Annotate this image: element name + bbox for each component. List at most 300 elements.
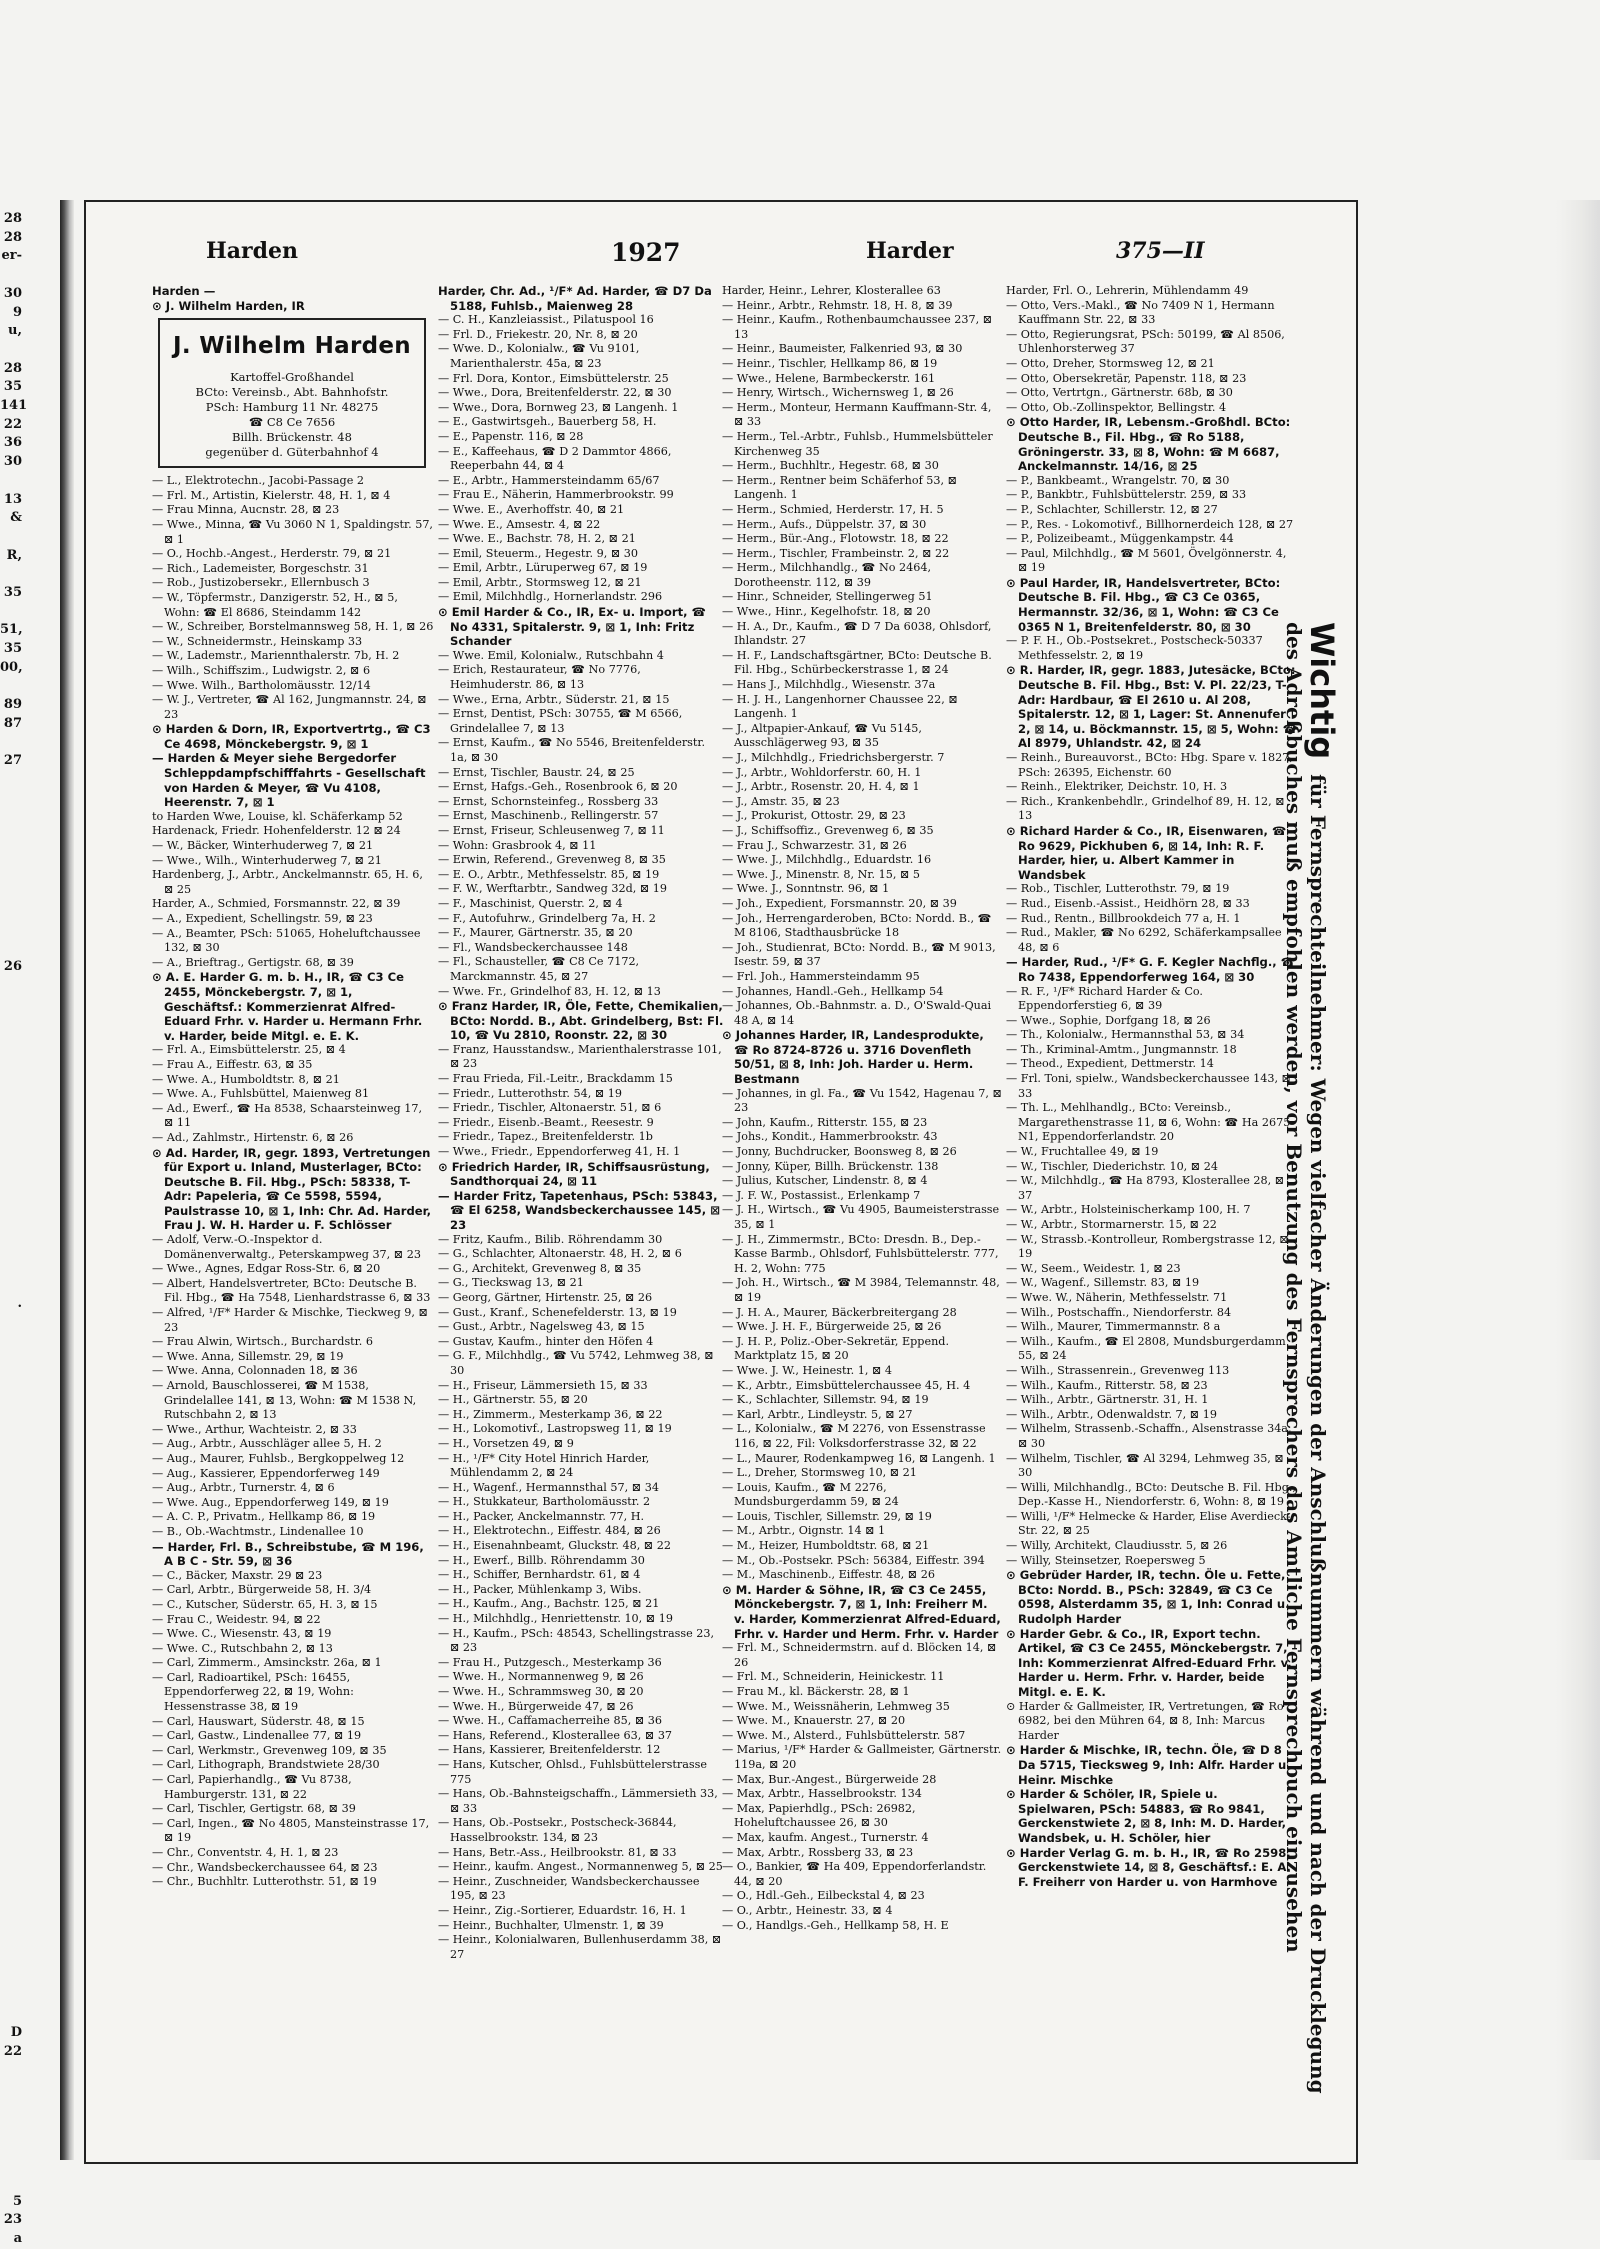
previous-page-fragment: [0, 210, 58, 2246]
directory-entry: — Carl, Arbtr., Bürgerweide 58, H. 3/4: [152, 1583, 372, 1597]
directory-entry: — J. H., Zimmermstr., BCto: Dresdn. B., Dep.-Kasse Barmb., Ohlsdorf, Fuhlsbüttelerstr. 777, H. 2, Wohn: 775: [722, 1232, 999, 1275]
directory-entry: — Wwe., Helene, Barmbeckerstr. 161: [722, 371, 936, 385]
previous-page-fragment-line: 23: [3, 2212, 22, 2228]
directory-entry: ⊙ J. Wilhelm Harden, IR: [152, 298, 305, 313]
directory-entry: — Wilh., Strassenrein., Grevenweg 113: [1006, 1363, 1230, 1377]
previous-page-fragment-line: [0, 565, 22, 584]
directory-entry: ⊙ Harder & Schöler, IR, Spiele u. Spielwaren, PSch: 54883, ☎ Ro 9841, Gerckenstwiete 2, ⊠ 8, Inh: M. D. Harder, Wandsbek, u. H. Schöler, hier: [1006, 1787, 1287, 1845]
previous-page-fragment-line: [0, 266, 22, 285]
directory-entry: — J., Amstr. 35, ⊠ 23: [722, 794, 840, 808]
directory-entry: — E. O., Arbtr., Methfesselstr. 85, ⊠ 19: [438, 867, 660, 881]
directory-entry: — Franz, Hausstandsw., Marienthalerstrasse 101, ⊠ 23: [438, 1042, 722, 1071]
previous-page-fragment-line: [0, 1313, 22, 1332]
directory-entry: Harden —: [152, 284, 216, 298]
directory-entry: — Wwe. D., Kolonialw., ☎ Vu 9101, Marienthalerstr. 45a, ⊠ 23: [438, 342, 640, 370]
directory-entry: — Otto, Ob.-Zollinspektor, Bellingstr. 4: [1006, 400, 1227, 414]
directory-entry: — Chr., Wandsbeckerchaussee 64, ⊠ 23: [152, 1860, 378, 1874]
directory-entry: — Wwe. A., Humboldtstr. 8, ⊠ 21: [152, 1072, 340, 1086]
previous-page-fragment-line: .: [17, 1295, 22, 1311]
directory-entry: — W., Töpfermstr., Danzigerstr. 52, H., ⊠ 5, Wohn: ☎ El 8686, Steindamm 142: [152, 590, 398, 619]
directory-entry: — Johs., Kondit., Hammerbrookstr. 43: [722, 1130, 938, 1144]
directory-entry: — Wwe. Fr., Grindelhof 83, H. 12, ⊠ 13: [438, 984, 661, 998]
directory-entry: ⊙ Emil Harder & Co., IR, Ex- u. Import, ☎ No 4331, Spitalerstr. 9, ⊠ 1, Inh: Fritz Schander: [438, 605, 706, 649]
advertisement-line: gegenüber d. Güterbahnhof 4: [205, 445, 379, 460]
directory-entry: — Otto, Dreher, Stormsweg 12, ⊠ 21: [1006, 356, 1215, 370]
directory-entry: — W., Bäcker, Winterhuderweg 7, ⊠ 21: [152, 839, 374, 853]
previous-page-fragment-line: [0, 1781, 22, 1800]
directory-entry: — Hans, Ob.-Bahnsteigschaffn., Lämmersieth 33, ⊠ 33: [438, 1787, 718, 1815]
directory-entry: — J., Altpapier-Ankauf, ☎ Vu 5145, Ausschlägerweg 93, ⊠ 35: [722, 721, 922, 750]
previous-page-fragment-line: [0, 865, 22, 884]
directory-entry: — Heinr., kaufm. Angest., Normannenweg 5, ⊠ 25: [438, 1860, 723, 1874]
directory-entry: — Th., Kriminal-Amtm., Jungmannstr. 18: [1006, 1042, 1237, 1056]
directory-entry: — Willy, Steinsetzer, Roepersweg 5: [1006, 1553, 1206, 1567]
directory-entry: — Wilh., Maurer, Timmermannstr. 8 a: [1006, 1320, 1221, 1334]
directory-entry: Harder, Chr. Ad., ¹/F* Ad. Harder, ☎ D7 Da 5188, Fuhlsb., Maienweg 28: [438, 284, 712, 313]
directory-entry: — Wwe. Wilh., Bartholomäusstr. 12/14: [152, 678, 371, 692]
previous-page-fragment-line: D: [10, 2025, 22, 2041]
previous-page-fragment-line: 28: [3, 360, 22, 376]
directory-entry: — P., Res. - Lokomotivf., Billhornerdeich 128, ⊠ 27: [1006, 517, 1294, 531]
directory-entry: — Jonny, Buchdrucker, Boonsweg 8, ⊠ 26: [722, 1145, 957, 1159]
directory-entry: — Frl. M., Schneiderin, Heinickestr. 11: [722, 1670, 945, 1684]
previous-page-fragment-line: [0, 1594, 22, 1613]
previous-page-fragment-line: [0, 1968, 22, 1987]
previous-page-fragment-line: [0, 2136, 22, 2155]
directory-entry: — Joh., Expedient, Forsmannstr. 20, ⊠ 39: [722, 896, 957, 910]
directory-entry: ⊙ Harden & Dorn, IR, Exportvertrtg., ☎ C3 Ce 4698, Mönckebergstr. 9, ⊠ 1: [152, 722, 431, 751]
directory-entry: — Herm., Tel.-Arbtr., Fuhlsb., Hummelsbütteler Kirchenweg 35: [722, 429, 993, 458]
directory-entry: — W., Milchhdlg., ☎ Ha 8793, Klosterallee 28, ⊠ 37: [1006, 1174, 1285, 1202]
directory-entry: — Otto, Obersekretär, Papenstr. 118, ⊠ 23: [1006, 371, 1247, 385]
directory-entry: — Willi, Milchhandlg., BCto: Deutsche B. Fil. Hbg., Dep.-Kasse H., Niendorferstr. 6, Wohn: 8, ⊠ 19: [1006, 1480, 1296, 1509]
directory-entry: — Reinh., Bureauvorst., BCto: Hbg. Spare v. 1827, PSch: 26395, Eichenstr. 60: [1006, 751, 1293, 779]
previous-page-fragment-line: [0, 883, 22, 902]
directory-entry: — Frau M., kl. Bäckerstr. 28, ⊠ 1: [722, 1685, 910, 1698]
directory-entry: — Heinr., Arbtr., Rehmstr. 18, H. 8, ⊠ 39: [722, 298, 953, 312]
directory-entry: — Carl, Werkmstr., Grevenweg 109, ⊠ 35: [152, 1743, 387, 1757]
directory-entry: — Wwe., Hinr., Kegelhofstr. 18, ⊠ 20: [722, 605, 931, 619]
directory-entry: — O., Hochb.-Angest., Herderstr. 79, ⊠ 21: [152, 547, 392, 561]
directory-entry: — Jonny, Küper, Billh. Brückenstr. 138: [722, 1159, 939, 1173]
directory-entry: — E., Papenstr. 116, ⊠ 28: [438, 429, 584, 443]
previous-page-fragment-line: 28: [3, 211, 22, 226]
advertisement-line: PSch: Hamburg 11 Nr. 48275: [205, 400, 379, 415]
directory-entry: — Herm., Rentner beim Schäferhof 53, ⊠ Langenh. 1: [722, 473, 958, 502]
directory-entry: — H., Ewerf., Billb. Röhrendamm 30: [438, 1553, 645, 1567]
previous-page-fragment-line: 35: [3, 641, 22, 657]
directory-entry: — Frau C., Weidestr. 94, ⊠ 22: [152, 1612, 321, 1626]
previous-page-fragment-line: [0, 2080, 22, 2099]
directory-entry: — Frl. D., Friekestr. 20, Nr. 8, ⊠ 20: [438, 327, 638, 341]
previous-page-fragment-line: [0, 1070, 22, 1089]
previous-page-fragment-line: [0, 1239, 22, 1258]
directory-entry: — H., Friseur, Lämmersieth 15, ⊠ 33: [438, 1378, 648, 1392]
directory-entry: — Wwe. E., Bachstr. 78, H. 2, ⊠ 21: [438, 532, 636, 546]
directory-entry: — Adolf, Verw.-O.-Inspektor d. Domänenverwaltg., Peterskampweg 37, ⊠ 23: [152, 1233, 421, 1261]
previous-page-fragment-line: [0, 1669, 22, 1688]
directory-entry: — Willy, Architekt, Claudiusstr. 5, ⊠ 26: [1006, 1539, 1228, 1553]
previous-page-fragment-line: [0, 1332, 22, 1351]
previous-page-fragment-line: [0, 2118, 22, 2137]
directory-entry: — Frl. M., Schneidermstrn. auf d. Blöcken 14, ⊠ 26: [722, 1641, 997, 1669]
previous-page-fragment-line: [0, 472, 22, 491]
previous-page-fragment-line: [0, 2155, 22, 2174]
directory-entry: — Rud., Makler, ☎ No 6292, Schäferkampsallee 48, ⊠ 6: [1006, 926, 1282, 954]
directory-entry: — Harden & Meyer siehe Bergedorfer Schleppdampfschifffahrts - Gesellschaft von Harden & Meyer, ☎ Vu 4108, Heerenstr. 7, ⊠ 1: [152, 751, 426, 810]
directory-entry: — Aug., Arbtr., Turnerstr. 4, ⊠ 6: [152, 1481, 335, 1495]
directory-entry: — P., Polizeibeamt., Müggenkampstr. 44: [1006, 532, 1234, 546]
directory-entry: — Reinh., Elektriker, Deichstr. 10, H. 3: [1006, 780, 1228, 794]
directory-entry: — Carl, Papierhandlg., ☎ Vu 8738, Hamburgerstr. 131, ⊠ 22: [152, 1773, 352, 1801]
directory-entry: — Paul, Milchhdlg., ☎ M 5601, Övelgönnerstr. 4, ⊠ 19: [1006, 546, 1287, 575]
directory-entry: — Theod., Expedient, Dettmerstr. 14: [1006, 1057, 1214, 1071]
directory-entry: — Carl, Lithograph, Brandstwiete 28/30: [152, 1758, 380, 1772]
directory-entry: — M., Ob.-Postsekr. PSch: 56384, Eiffestr. 394: [722, 1553, 985, 1567]
directory-entry: — A., Beamter, PSch: 51065, Hoheluftchaussee 132, ⊠ 30: [152, 926, 421, 955]
side-notice-line-1: für Fernsprechteilnehmer: Wegen vielfacher Änderungen der Anschlußnummern während und nach der Drucklegung: [1306, 774, 1330, 2094]
directory-entry: ⊙ Richard Harder & Co., IR, Eisenwaren, ☎ Ro 9629, Pickhuben 6, ⊠ 14, Inh: R. F. Harder, hier, u. Albert Kammer in Wandsbek: [1006, 823, 1287, 882]
directory-entry: — M., Maschinenb., Eiffestr. 48, ⊠ 26: [722, 1568, 935, 1582]
directory-entry: — Friedr., Tapez., Breitenfelderstr. 1b: [438, 1130, 653, 1144]
previous-page-fragment-line: [0, 827, 22, 846]
directory-entry: — W., Lademstr., Mariennthalerstr. 7b, H. 2: [152, 649, 400, 663]
previous-page-fragment-line: [0, 1482, 22, 1501]
directory-entry: — Wwe., Arthur, Wachteistr. 2, ⊠ 33: [152, 1422, 357, 1436]
header-year: 1927: [611, 238, 681, 267]
previous-page-fragment-line: [0, 1351, 22, 1370]
directory-entry: — J., Milchhdlg., Friedrichsbergerstr. 7: [722, 751, 945, 764]
directory-entry: — Max, Arbtr., Hasselbrookstr. 134: [722, 1787, 922, 1801]
previous-page-fragment-line: [0, 771, 22, 790]
directory-entry: — Frl. M., Artistin, Kielerstr. 48, H. 1, ⊠ 4: [152, 488, 391, 502]
directory-entry: — Wilh., Arbtr., Odenwaldstr. 7, ⊠ 19: [1006, 1407, 1217, 1421]
previous-page-fragment-line: [0, 1856, 22, 1875]
directory-entry: — Heinr., Tischler, Hellkamp 86, ⊠ 19: [722, 356, 938, 370]
directory-entry: — Wwe. H., Schrammsweg 30, ⊠ 20: [438, 1685, 644, 1698]
directory-entry: — H., Wagenf., Hermannsthal 57, ⊠ 34: [438, 1480, 659, 1494]
previous-page-fragment-line: [0, 1033, 22, 1052]
previous-page-fragment-line: [0, 1388, 22, 1407]
directory-entry: — Wwe. J., Milchhdlg., Eduardstr. 16: [722, 853, 932, 867]
previous-page-fragment-line: u,: [8, 323, 22, 339]
directory-entry: ⊙ Johannes Harder, IR, Landesprodukte, ☎ Ro 8724-8726 u. 3716 Dovenfleth 50/51, ⊠ 8, Inh: Joh. Harder u. Herm. Bestmann: [722, 1028, 984, 1087]
directory-entry: — Wwe. C., Rutschbahn 2, ⊠ 13: [152, 1641, 333, 1655]
previous-page-fragment-line: [0, 996, 22, 1015]
previous-page-fragment-line: [0, 1613, 22, 1632]
previous-page-fragment-line: [0, 1089, 22, 1108]
directory-entry: — Hans, Ob.-Postsekr., Postscheck-36844, Hasselbrookstr. 134, ⊠ 23: [438, 1816, 677, 1844]
directory-entry: — J., Schiffsoffiz., Grevenweg 6, ⊠ 35: [722, 823, 934, 837]
directory-entry: — Louis, Kaufm., ☎ M 2276, Mundsburgerdamm 59, ⊠ 24: [722, 1480, 899, 1509]
previous-page-fragment-line: [0, 1426, 22, 1445]
previous-page-fragment-line: [0, 1538, 22, 1557]
directory-entry: — J. F. W., Postassist., Erlenkamp 7: [722, 1188, 921, 1202]
directory-entry: — W., Strassb.-Kontrolleur, Rombergstrasse 12, ⊠ 19: [1006, 1232, 1289, 1261]
directory-entry: — Heinr., Kolonialwaren, Bullenhuserdamm 38, ⊠ 27: [438, 1933, 722, 1961]
previous-page-fragment-line: [0, 1931, 22, 1950]
directory-entry: — L., Maurer, Rodenkampweg 16, ⊠ Langenh. 1: [722, 1451, 996, 1465]
directory-entry: — Emil, Arbtr., Lüruperweg 67, ⊠ 19: [438, 561, 648, 575]
directory-entry: — W., Arbtr., Holsteinischerkamp 100, H. 7: [1006, 1203, 1251, 1217]
directory-entry: — Rud., Eisenb.-Assist., Heidhörn 28, ⊠ 33: [1006, 896, 1250, 910]
directory-entry: ⊙ Paul Harder, IR, Handelsvertreter, BCto: Deutsche B. Fil. Hbg., ☎ C3 Ce 0365, Hermannstr. 32/36, ⊠ 1, Wohn: ☎ C3 Ce 0365 N 1, Breitenfelderstr. 80, ⊠ 30: [1006, 575, 1281, 634]
directory-entry: — C. H., Kanzleiassist., Pilatuspool 16: [438, 313, 654, 327]
directory-column-1: [152, 284, 434, 1914]
directory-page: [84, 200, 1358, 2164]
directory-entry: — Otto, Regierungsrat, PSch: 50199, ☎ Al 8506, Uhlenhorsterweg 37: [1006, 327, 1285, 356]
directory-entry: — G., Tieckswag 13, ⊠ 21: [438, 1276, 584, 1290]
directory-entry: — A. C. P., Privatm., Hellkamp 86, ⊠ 19: [152, 1510, 376, 1524]
advertisement-box: [158, 318, 426, 468]
directory-entry: — Emil, Milchhdlg., Hornerlandstr. 296: [438, 590, 663, 604]
directory-entry: — Rud., Rentn., Billbrookdeich 77 a, H. 1: [1006, 911, 1241, 925]
previous-page-fragment-line: [0, 1164, 22, 1183]
directory-entry: — Carl, Hauswart, Süderstr. 48, ⊠ 15: [152, 1714, 365, 1728]
directory-entry: — Max, Papierhdlg., PSch: 26982, Hoheluftchaussee 26, ⊠ 30: [722, 1801, 916, 1830]
directory-entry: — Wwe., Sophie, Dorfgang 18, ⊠ 26: [1006, 1013, 1211, 1027]
directory-entry: — Louis, Tischler, Sillemstr. 29, ⊠ 19: [722, 1509, 932, 1523]
directory-entry: — J., Arbtr., Wohldorferstr. 60, H. 1: [722, 765, 922, 779]
directory-entry: — F. W., Werftarbtr., Sandweg 32d, ⊠ 19: [438, 882, 668, 896]
previous-page-fragment-line: [0, 1557, 22, 1576]
directory-entry: ⊙ M. Harder & Söhne, IR, ☎ C3 Ce 2455, Mönckebergstr. 7, ⊠ 1, Inh: Freiherr M. v. Harder, Kommerzienrat Alfred-Eduard, Frhr. v. Harder und Herm. Frhr. v. Harder: [722, 1582, 1001, 1641]
directory-entry: — Heinr., Zig.-Sortierer, Eduardstr. 16, H. 1: [438, 1903, 687, 1917]
directory-entry: — Rob., Tischler, Lutterothstr. 79, ⊠ 19: [1006, 882, 1230, 896]
directory-entry: — H., Stukkateur, Bartholomäusstr. 2: [438, 1495, 651, 1509]
directory-entry: — Wwe., Agnes, Edgar Ross-Str. 6, ⊠ 20: [152, 1262, 381, 1276]
directory-entry: — Wilh., Kaufm., ☎ El 2808, Mundsburgerdamm 55, ⊠ 24: [1006, 1334, 1286, 1363]
directory-entry: — Friedr., Lutterothstr. 54, ⊠ 19: [438, 1086, 623, 1100]
directory-entry: ⊙ Ad. Harder, IR, gegr. 1893, Vertretungen für Export u. Inland, Musterlager, BCto: Deutsche B. Fil. Hbg., PSch: 58338, T-Adr: Papeleria, ☎ Ce 5598, 5594, Paulstrasse 10, ⊠ 1, Inh: Chr. Ad. Harder, Frau J. W. H. Harder u. F. Schlösser: [152, 1145, 432, 1233]
directory-entry: — Frl. Dora, Kontor., Eimsbüttelerstr. 25: [438, 371, 669, 385]
directory-entry: — L., Dreher, Stormsweg 10, ⊠ 21: [722, 1466, 917, 1480]
previous-page-fragment-line: [0, 1276, 22, 1295]
directory-entry: — Wwe., Wilh., Winterhuderweg 7, ⊠ 21: [152, 853, 382, 867]
directory-entry: — Ernst, Tischler, Baustr. 24, ⊠ 25: [438, 765, 635, 779]
side-notice-heading: Wichtig: [1303, 622, 1341, 760]
header-page-number: 375—II: [1116, 238, 1205, 264]
directory-entry: — W., Tischler, Diederichstr. 10, ⊠ 24: [1006, 1159, 1218, 1173]
previous-page-fragment-line: [0, 1800, 22, 1819]
directory-entry: — Aug., Kassierer, Eppendorferweg 149: [152, 1466, 380, 1480]
directory-entry: — Johannes, Ob.-Bahnmstr. a. D., O'Swald-Quai 48 A, ⊠ 14: [722, 999, 992, 1027]
directory-entry: — Willi, ¹/F* Helmecke & Harder, Elise Averdieck-Str. 22, ⊠ 25: [1006, 1509, 1291, 1538]
directory-entry: — Wwe., Erna, Arbtr., Süderstr. 21, ⊠ 15: [438, 692, 670, 706]
directory-entry: Hardenberg, J., Arbtr., Anckelmannstr. 65, H. 6, ⊠ 25: [152, 868, 423, 896]
directory-column-2: [438, 284, 724, 1961]
directory-entry: — Ernst, Friseur, Schleusenweg 7, ⊠ 11: [438, 823, 665, 837]
previous-page-fragment-line: 35: [3, 585, 22, 601]
directory-entry: — Albert, Handelsvertreter, BCto: Deutsche B. Fil. Hbg., ☎ Ha 7548, Lienhardstrasse 6, ⊠ 33: [152, 1276, 431, 1305]
previous-page-fragment-line: [0, 1052, 22, 1071]
directory-entry: — J., Prokurist, Ottostr. 29, ⊠ 23: [722, 809, 906, 823]
directory-entry: — Aug., Arbtr., Ausschläger allee 5, H. 2: [152, 1437, 382, 1451]
directory-entry: Harder, Frl. O., Lehrerin, Mühlendamm 49: [1006, 284, 1249, 297]
previous-page-fragment-line: 5: [12, 2193, 22, 2209]
directory-entry: — F., Maurer, Gärtnerstr. 35, ⊠ 20: [438, 926, 633, 940]
directory-entry: — Hans J., Milchhdlg., Wiesenstr. 37a: [722, 678, 936, 692]
directory-entry: ⊙ Otto Harder, IR, Lebensm.-Großhdl. BCto: Deutsche B., Fil. Hbg., ☎ Ro 5188, Gröningerstr. 33, ⊠ 8, Wohn: ☎ M 6687, Anckelmannstr. 14/16, ⊠ 25: [1006, 415, 1291, 474]
previous-page-fragment-line: [0, 1650, 22, 1669]
directory-entry: — Emil, Steuerm., Hegestr. 9, ⊠ 30: [438, 546, 639, 560]
previous-page-fragment-line: [0, 1201, 22, 1220]
directory-entry: — Max, Bur.-Angest., Bürgerweide 28: [722, 1772, 937, 1786]
directory-entry: — Wwe., Dora, Bornweg 23, ⊠ Langenh. 1: [438, 400, 679, 414]
directory-entry: — Chr., Conventstr. 4, H. 1, ⊠ 23: [152, 1846, 339, 1859]
directory-entry: — Harder, Frl. B., Schreibstube, ☎ M 196, A B C - Str. 59, ⊠ 36: [152, 1539, 424, 1569]
previous-page-fragment-line: [0, 1987, 22, 2006]
directory-entry: — W., Schneidermstr., Heinskamp 33: [152, 634, 363, 648]
previous-page-fragment-line: [0, 1744, 22, 1763]
directory-entry: — Wwe. Anna, Sillemstr. 29, ⊠ 19: [152, 1349, 344, 1363]
directory-entry: — Frl. Joh., Hammersteindamm 95: [722, 969, 920, 983]
directory-entry: — M., Arbtr., Oignstr. 14 ⊠ 1: [722, 1524, 886, 1538]
directory-entry: — H., Elektrotechn., Eiffestr. 484, ⊠ 26: [438, 1524, 661, 1538]
previous-page-fragment-line: [0, 1501, 22, 1520]
directory-entry: — F., Maschinist, Querstr. 2, ⊠ 4: [438, 896, 623, 910]
directory-entry: — Herm., Bür.-Ang., Flotowstr. 18, ⊠ 22: [722, 532, 949, 546]
directory-entry: — P. F. H., Ob.-Postsekret., Postscheck-50337 Methfesselstr. 2, ⊠ 19: [1006, 634, 1263, 662]
previous-page-fragment-line: [0, 939, 22, 958]
previous-page-fragment-line: &: [10, 510, 22, 526]
directory-entry: — J., Arbtr., Rosenstr. 20, H. 4, ⊠ 1: [722, 780, 920, 794]
directory-entry: — Rob., Justizobersekr., Ellernbusch 3: [152, 576, 370, 590]
previous-page-fragment-line: 51,: [0, 622, 23, 638]
directory-entry: — Wwe., Minna, ☎ Vu 3060 N 1, Spaldingstr. 57, ⊠ 1: [152, 517, 433, 546]
directory-entry: — Hans, Kutscher, Ohlsd., Fuhlsbüttelerstrasse 775: [438, 1757, 708, 1786]
directory-entry: — Friedr., Eisenb.-Beamt., Reesestr. 9: [438, 1115, 654, 1129]
directory-entry: — E., Arbtr., Hammersteindamm 65/67: [438, 473, 660, 487]
directory-entry: — W., Seem., Weidestr. 1, ⊠ 23: [1006, 1261, 1181, 1275]
header-right-keyword: Harder: [866, 238, 954, 264]
scan-edge: [1556, 200, 1600, 2160]
previous-page-fragment-line: [0, 1818, 22, 1837]
directory-entry: — A., Brieftrag., Gertigstr. 68, ⊠ 39: [152, 955, 354, 969]
previous-page-fragment-line: [0, 1183, 22, 1202]
directory-entry: — J. H. P., Poliz.-Ober-Sekretär, Eppend. Marktplatz 15, ⊠ 20: [722, 1334, 950, 1363]
directory-entry: — H., Kaufm., PSch: 48543, Schellingstrasse 23, ⊠ 23: [438, 1626, 715, 1655]
previous-page-fragment-line: [0, 1949, 22, 1968]
directory-entry: — Hans, Betr.-Ass., Heilbrookstr. 81, ⊠ 33: [438, 1845, 677, 1859]
directory-entry: — Wwe. J. W., Heinestr. 1, ⊠ 4: [722, 1363, 893, 1377]
previous-page-fragment-line: [0, 1575, 22, 1594]
previous-page-fragment-line: [0, 2174, 22, 2193]
previous-page-fragment-line: R,: [6, 547, 22, 563]
directory-entry: — Wwe. H., Bürgerweide 47, ⊠ 26: [438, 1699, 634, 1713]
directory-entry: ⊙ Friedrich Harder, IR, Schiffsausrüstung, Sandthorquai 24, ⊠ 11: [438, 1159, 710, 1189]
previous-page-fragment-line: [0, 1725, 22, 1744]
directory-entry: — Th., Kolonialw., Hermannsthal 53, ⊠ 34: [1006, 1028, 1245, 1042]
previous-page-fragment-line: 9: [12, 304, 22, 320]
directory-entry: — G., Schlachter, Altonaerstr. 48, H. 2, ⊠ 6: [438, 1247, 682, 1261]
directory-entry: — Carl, Tischler, Gertigstr. 68, ⊠ 39: [152, 1802, 356, 1816]
directory-entry: — Wwe. J. H. F., Bürgerweide 25, ⊠ 26: [722, 1320, 942, 1334]
previous-page-fragment-line: [0, 734, 22, 753]
advertisement-title: J. Wilhelm Harden: [173, 333, 411, 360]
previous-page-fragment-line: [0, 1220, 22, 1239]
directory-entry: — John, Kaufm., Ritterstr. 155, ⊠ 23: [722, 1115, 928, 1129]
directory-entry: — Carl, Zimmerm., Amsinckstr. 26a, ⊠ 1: [152, 1656, 382, 1670]
directory-entry: — Ernst, Kaufm., ☎ No 5546, Breitenfelderstr. 1a, ⊠ 30: [438, 736, 706, 764]
previous-page-fragment-line: [0, 790, 22, 809]
directory-entry: — K., Schlachter, Sillemstr. 94, ⊠ 19: [722, 1393, 929, 1407]
previous-page-fragment-line: [0, 1875, 22, 1894]
previous-page-fragment-line: [0, 977, 22, 996]
directory-entry: — Wwe. C., Wiesenstr. 43, ⊠ 19: [152, 1627, 332, 1641]
directory-entry: — Frau H., Putzgesch., Mesterkamp 36: [438, 1655, 662, 1669]
previous-page-fragment-line: 36: [3, 435, 22, 451]
previous-page-fragment-line: [0, 1257, 22, 1276]
advertisement-line: Billh. Brückenstr. 48: [232, 430, 352, 445]
previous-page-fragment-line: [0, 1837, 22, 1856]
directory-entry: — J. H. A., Maurer, Bäckerbreitergang 28: [722, 1305, 957, 1319]
directory-entry: ⊙ Harder & Mischke, IR, techn. Öle, ☎ D 8 Da 5715, Tiecksweg 9, Inh: Alfr. Harder u. Heinr. Mischke: [1006, 1743, 1291, 1787]
directory-entry: — P., Bankbtr., Fuhlsbüttelerstr. 259, ⊠ 33: [1006, 488, 1247, 502]
directory-entry: ⊙ Harder & Gallmeister, IR, Vertretungen, ☎ Ro 6982, bei den Mühren 64, ⊠ 8, Inh: Marcus Harder: [1006, 1699, 1284, 1742]
directory-entry: ⊙ Franz Harder, IR, Öle, Fette, Chemikalien, BCto: Nordd. B., Abt. Grindelberg, Bst: Fl. 10, ☎ Vu 2810, Roonstr. 22, ⊠ 30: [438, 999, 724, 1043]
directory-entry: ⊙ A. E. Harder G. m. b. H., IR, ☎ C3 Ce 2455, Mönckebergstr. 7, ⊠ 1, Geschäftsf.: Kommerzienrat Alfred-Eduard Frhr. v. Harder u. Hermann Frhr. v. Harder, beide Mitgl. e. E. K.: [152, 970, 423, 1043]
previous-page-fragment-line: [0, 1912, 22, 1931]
directory-entry: — M., Heizer, Humboldtstr. 68, ⊠ 21: [722, 1539, 930, 1553]
directory-entry: — Hans, Kassierer, Breitenfelderstr. 12: [438, 1743, 661, 1757]
directory-entry: — P., Schlachter, Schillerstr. 12, ⊠ 27: [1006, 502, 1218, 516]
previous-page-fragment-line: 22: [3, 2043, 22, 2059]
advertisement-line: Kartoffel-Großhandel: [230, 370, 354, 385]
previous-page-fragment-line: [0, 2006, 22, 2025]
directory-entry: — Wwe., Dora, Breitenfelderstr. 22, ⊠ 30: [438, 386, 672, 400]
directory-entry: — Herm., Buchhltr., Hegestr. 68, ⊠ 30: [722, 459, 939, 473]
directory-entry: — A., Expedient, Schellingstr. 59, ⊠ 23: [152, 912, 373, 925]
directory-entry: ⊙ R. Harder, IR, gegr. 1883, Jutesäcke, BCto: Deutsche B. Fil. Hbg., Bst: V. Pl. 22/23, T-Adr: Hardbaur, ☎ El 2610 u. Al 208, Spitalerstr. 12, ⊠ 1, Lager: St. Annenufer 2, ⊠ 14, u. Böckmannstr. 15, ⊠ 5, Wohn: ☎ Al 8979, Uhlandstr. 42, ⊠ 24: [1006, 663, 1298, 751]
previous-page-fragment-line: [0, 921, 22, 940]
directory-entry: — Wilh., Postschaffn., Niendorferstr. 84: [1006, 1305, 1232, 1319]
directory-entry: — Frau A., Eiffestr. 63, ⊠ 35: [152, 1057, 313, 1071]
directory-entry: — Alfred, ¹/F* Harder & Mischke, Tieckweg 9, ⊠ 23: [152, 1306, 428, 1334]
previous-page-fragment-line: [0, 1444, 22, 1463]
directory-entry: ⊙ Harder Gebr. & Co., IR, Export techn. Artikel, ☎ C3 Ce 2455, Mönckebergstr. 7, Inh: Kommerzienrat Alfred-Eduard Frhr. v. Harder u. Herm. Frhr. v. Harder, beide Mitgl. e. E. K.: [1006, 1626, 1292, 1699]
previous-page-fragment-line: 35: [3, 379, 22, 395]
directory-entry: ⊙ Gebrüder Harder, IR, techn. Öle u. Fette, BCto: Nordd. B., PSch: 32849, ☎ C3 Ce 0598, Alsterdamm 35, ⊠ 1, Inh: Conrad u. Rudolph Harder: [1006, 1568, 1290, 1627]
directory-entry: — Ad., Zahlmstr., Hirtenstr. 6, ⊠ 26: [152, 1130, 354, 1144]
directory-entry: — Frl. Toni, spielw., Wandsbeckerchaussee 143, ⊠ 33: [1006, 1072, 1291, 1100]
directory-entry: — Carl, Ingen., ☎ No 4805, Mansteinstrasse 17, ⊠ 19: [152, 1816, 430, 1845]
previous-page-fragment-line: [0, 1631, 22, 1650]
directory-entry: — Carl, Radioartikel, PSch: 16455, Eppendorferweg 22, ⊠ 19, Wohn: Hessenstrasse 38, ⊠ 19: [152, 1670, 354, 1714]
previous-page-fragment-line: 89: [3, 697, 22, 713]
directory-entry: — Wwe. M., Alsterd., Fuhlsbüttelerstr. 587: [722, 1728, 966, 1742]
directory-entry: — Wwe. H., Normannenweg 9, ⊠ 26: [438, 1670, 644, 1684]
directory-entry: — Ernst, Dentist, PSch: 30755, ☎ M 6566, Grindelallee 7, ⊠ 13: [438, 707, 683, 735]
previous-page-fragment-line: 30: [3, 285, 22, 301]
directory-entry: Hardenack, Friedr. Hohenfelderstr. 12 ⊠ 24: [152, 824, 401, 838]
directory-entry: — Aug., Maurer, Fuhlsb., Bergkoppelweg 12: [152, 1451, 405, 1465]
directory-entry: — H., Gärtnerstr. 55, ⊠ 20: [438, 1393, 588, 1407]
directory-entry: — Arnold, Bauschlosserei, ☎ M 1538, Grindelallee 141, ⊠ 13, Wohn: ☎ M 1538 N, Rutschbahn 2, ⊠ 13: [152, 1379, 417, 1422]
directory-entry: — E., Kaffeehaus, ☎ D 2 Dammtor 4866, Reeperbahn 44, ⊠ 4: [438, 444, 672, 473]
directory-entry: — Herm., Milchhandlg., ☎ No 2464, Dorotheenstr. 112, ⊠ 39: [722, 561, 932, 589]
directory-entry: — Th. L., Mehlhandlg., BCto: Vereinsb., Margarethenstrasse 11, ⊠ 6, Wohn: ☎ Ha 2675 N1, Eppendorferlandstr. 20: [1006, 1101, 1291, 1144]
directory-entry: — H. F., Landschaftsgärtner, BCto: Deutsche B. Fil. Hbg., Schürbeckerstrasse 1, ⊠ 24: [722, 648, 992, 677]
directory-entry: — C., Kutscher, Süderstr. 65, H. 3, ⊠ 15: [152, 1597, 378, 1611]
directory-entry: — Otto, Vertrtgn., Gärtnerstr. 68b, ⊠ 30: [1006, 386, 1233, 400]
directory-entry: — Julius, Kutscher, Lindenstr. 8, ⊠ 4: [722, 1174, 928, 1188]
directory-entry: Harder, A., Schmied, Forsmannstr. 22, ⊠ 39: [152, 897, 401, 911]
directory-entry: — P., Bankbeamt., Wrangelstr. 70, ⊠ 30: [1006, 473, 1230, 487]
directory-entry: — W. J., Vertreter, ☎ Al 162, Jungmannstr. 24, ⊠ 23: [152, 693, 427, 721]
directory-entry: — O., Handlgs.-Geh., Hellkamp 58, H. E: [722, 1918, 949, 1932]
directory-entry: — Chr., Buchhltr. Lutterothstr. 51, ⊠ 19: [152, 1875, 377, 1889]
